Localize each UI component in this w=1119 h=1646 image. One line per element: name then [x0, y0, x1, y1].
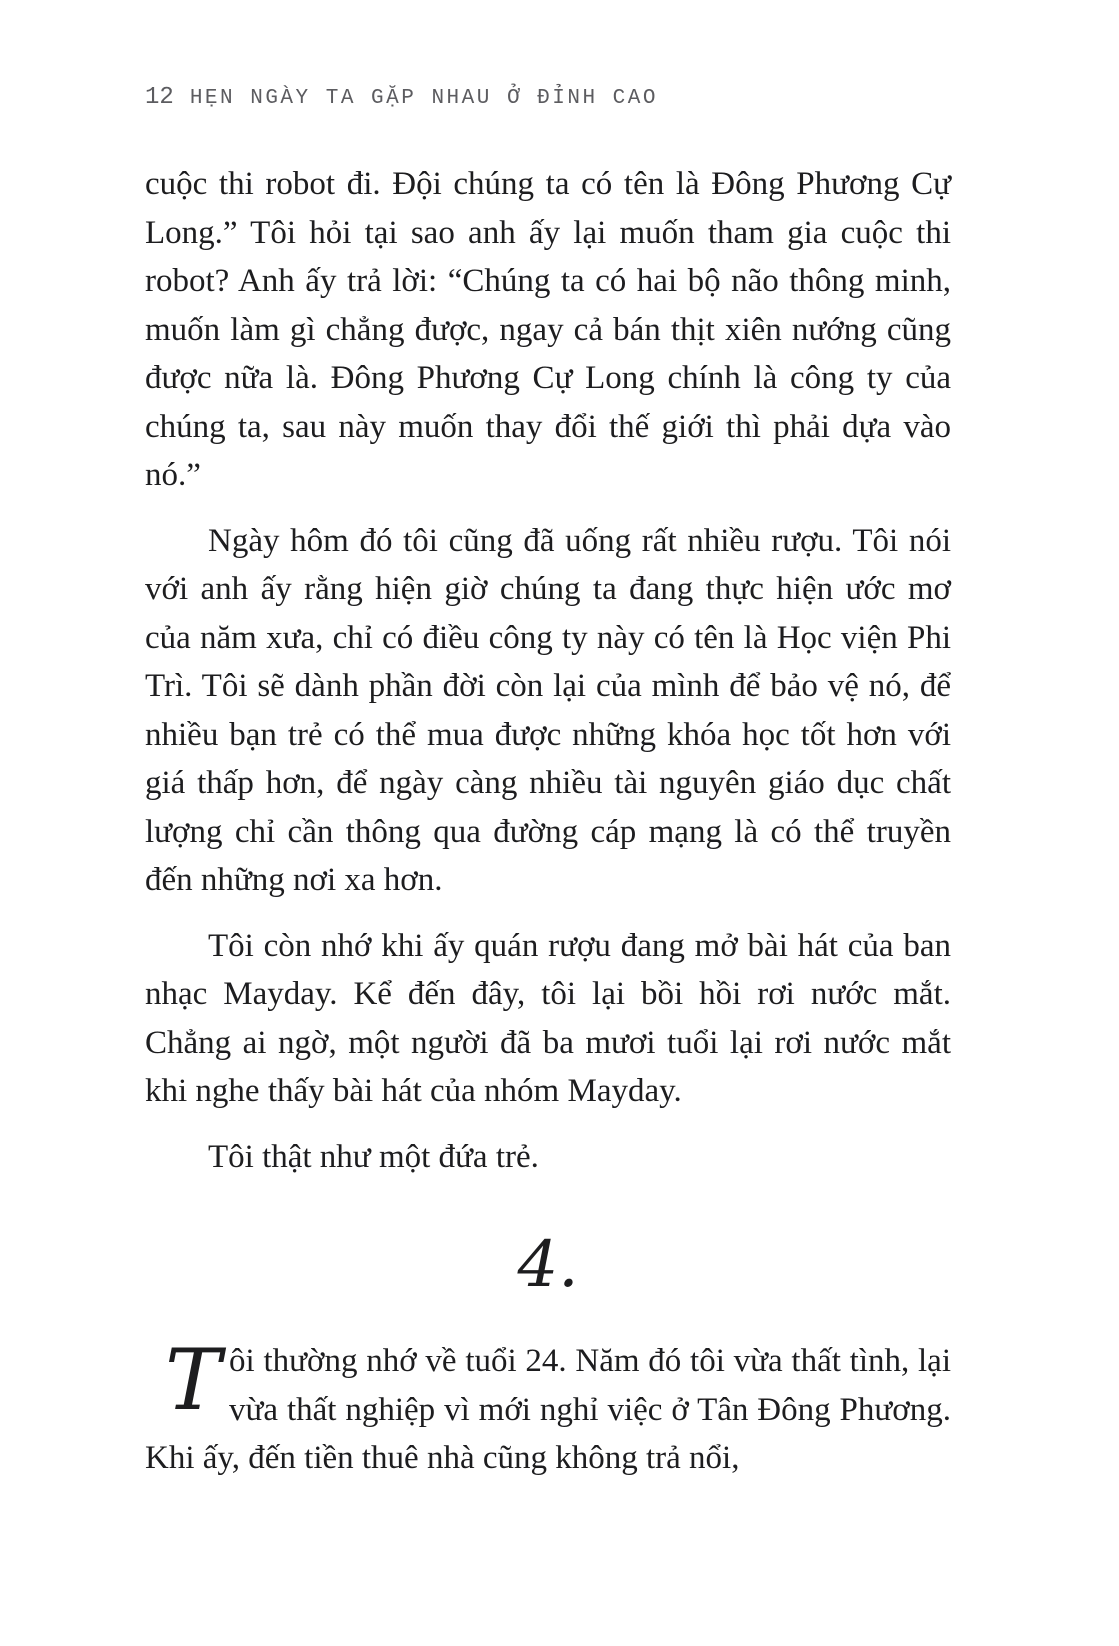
paragraph: Tôi thật như một đứa trẻ.: [208, 1138, 539, 1175]
paragraph: Ngày hôm đó tôi cũng đã uống rất nhiều rượu. Tôi nói với anh ấy rằng hiện giờ chúng ta đang thực hiện ước mơ của năm xưa, chỉ có điều công ty này có tên là Học viện Phi Trì. Tôi sẽ dành phần đời còn lại của mình để bảo vệ nó, để nhiều bạn trẻ có thể mua được những khóa học tốt hơn với giá thấp hơn, để ngày càng nhiều tài nguyên giáo dục chất lượng chỉ cần thông qua đường cáp mạng là có thể truyền đến những nơi xa hơn.: [145, 522, 951, 898]
paragraph-continuation: cuộc thi robot đi. Đội chúng ta có tên là Đông Phương Cự Long.” Tôi hỏi tại sao anh ấy lại muốn tham gia cuộc thi robot? Anh ấy trả lời: “Chúng ta có hai bộ não thông minh, muốn làm gì chẳng được, ngay cả bán thịt xiên nướng cũng được nữa là. Đông Phương Cự Long chính là công ty của chúng ta, sau này muốn thay đổi thế giới thì phải dựa vào nó.”: [145, 166, 951, 493]
body-text: [145, 160, 951, 1500]
page-number: 12: [145, 84, 174, 111]
section-number: 4.: [517, 1228, 579, 1302]
running-title: HẸN NGÀY TA GẶP NHAU Ở ĐỈNH CAO: [189, 87, 658, 110]
paragraph-text: ôi thường nhớ về tuổi 24. Năm đó tôi vừa thất tình, lại vừa thất nghiệp vì mới nghỉ việc ở Tân Đông Phương. Khi ấy, đến tiền thuê nhà cũng không trả nổi,: [145, 1343, 951, 1476]
running-header: [145, 84, 658, 111]
paragraph-with-dropcap: [145, 1331, 951, 1483]
paragraph: Tôi còn nhớ khi ấy quán rượu đang mở bài hát của ban nhạc Mayday. Kể đến đây, tôi lại bồi hồi rơi nước mắt. Chẳng ai ngờ, một người đã ba mươi tuổi lại rơi nước mắt khi nghe thấy bài hát của nhóm Mayday.: [145, 927, 951, 1109]
dropcap-letter: T: [165, 1331, 222, 1429]
